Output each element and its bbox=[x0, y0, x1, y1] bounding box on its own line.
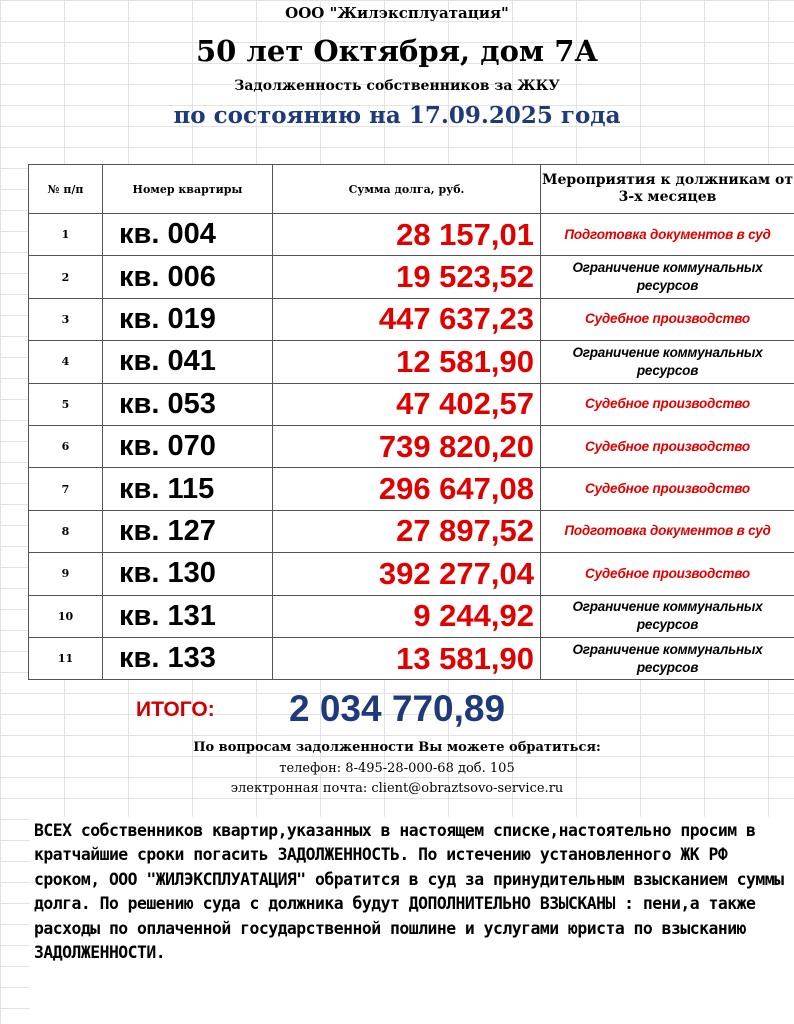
debt-amount: 739 820,20 bbox=[273, 425, 541, 467]
total-value: 2 034 770,89 bbox=[289, 688, 506, 729]
row-number: 9 bbox=[29, 553, 103, 595]
apartment-number: кв. 127 bbox=[103, 510, 273, 552]
contact-phone: телефон: 8-495-28-000-68 доб. 105 bbox=[279, 761, 515, 776]
apartment-number: кв. 070 bbox=[103, 425, 273, 467]
debt-action: Судебное производство bbox=[541, 553, 794, 595]
total-label: ИТОГО: bbox=[136, 698, 215, 721]
column-header-num: № п/п bbox=[29, 165, 103, 214]
document-subtitle: Задолженность собственников за ЖКУ bbox=[234, 78, 560, 94]
debt-amount: 296 647,08 bbox=[273, 468, 541, 510]
debt-amount: 9 244,92 bbox=[273, 595, 541, 637]
debt-amount: 12 581,90 bbox=[273, 341, 541, 383]
debt-action: Ограничение коммунальных ресурсов bbox=[541, 637, 794, 679]
debt-amount: 28 157,01 bbox=[273, 214, 541, 256]
table-row bbox=[29, 553, 794, 595]
debt-action: Ограничение коммунальных ресурсов bbox=[541, 595, 794, 637]
column-header-apartment: Номер квартиры bbox=[103, 165, 273, 214]
building-address: 50 лет Октября, дом 7А bbox=[195, 34, 598, 68]
column-header-amount: Сумма долга, руб. bbox=[273, 165, 541, 214]
column-header-action-text: Мероприятия к должникам от 3-х месяцев bbox=[541, 172, 794, 205]
apartment-number: кв. 115 bbox=[103, 468, 273, 510]
debt-amount: 447 637,23 bbox=[273, 298, 541, 340]
row-number: 7 bbox=[29, 468, 103, 510]
debt-action: Подготовка документов в суд bbox=[541, 510, 794, 552]
table-row bbox=[29, 468, 794, 510]
apartment-number: кв. 041 bbox=[103, 341, 273, 383]
apartment-number: кв. 133 bbox=[103, 637, 273, 679]
contact-intro: По вопросам задолженности Вы можете обратиться: bbox=[193, 740, 601, 755]
apartment-number: кв. 004 bbox=[103, 214, 273, 256]
row-number: 8 bbox=[29, 510, 103, 552]
debt-notice: ВСЕХ собственников квартир,указанных в настоящем списке,настоятельно просим в кратчайшие сроки погасить ЗАДОЛЖЕННОСТЬ. По истечению установленного ЖК РФ сроком, ООО "ЖИЛЭКСПЛУАТАЦИЯ" обратится в суд за принудительным взысканием суммы долга. По решению суда с должника будут ДОПОЛНИТЕЛЬНО ВЗЫСКАНЫ : пени,а также расходы по оплаченной государственной пошлине и услугами юриста по взысканию ЗАДОЛЖЕННОСТИ. bbox=[30, 817, 794, 1024]
debt-amount: 13 581,90 bbox=[273, 637, 541, 679]
debt-action: Судебное производство bbox=[541, 425, 794, 467]
debt-amount: 27 897,52 bbox=[273, 510, 541, 552]
table-row bbox=[29, 383, 794, 425]
organization-name: ООО "Жилэксплуатация" bbox=[285, 4, 509, 22]
table-row bbox=[29, 510, 794, 552]
row-number: 5 bbox=[29, 383, 103, 425]
debt-amount: 19 523,52 bbox=[273, 256, 541, 298]
apartment-number: кв. 006 bbox=[103, 256, 273, 298]
table-row bbox=[29, 341, 794, 383]
table-row bbox=[29, 298, 794, 340]
apartment-number: кв. 131 bbox=[103, 595, 273, 637]
row-number: 10 bbox=[29, 595, 103, 637]
row-number: 2 bbox=[29, 256, 103, 298]
table-row bbox=[29, 214, 794, 256]
table-row bbox=[29, 637, 794, 679]
table-row bbox=[29, 256, 794, 298]
row-number: 11 bbox=[29, 637, 103, 679]
apartment-number: кв. 019 bbox=[103, 298, 273, 340]
row-number: 6 bbox=[29, 425, 103, 467]
debt-action: Ограничение коммунальных ресурсов bbox=[541, 256, 794, 298]
table-row bbox=[29, 425, 794, 467]
as-of-date: по состоянию на 17.09.2025 года bbox=[173, 102, 621, 129]
debt-amount: 392 277,04 bbox=[273, 553, 541, 595]
row-number: 4 bbox=[29, 341, 103, 383]
contact-email: электронная почта: client@obraztsovo-service.ru bbox=[230, 781, 564, 796]
debt-action: Судебное производство bbox=[541, 468, 794, 510]
column-header-action bbox=[541, 165, 794, 214]
row-number: 3 bbox=[29, 298, 103, 340]
table-header-row bbox=[29, 165, 794, 214]
debt-amount: 47 402,57 bbox=[273, 383, 541, 425]
debt-action: Судебное производство bbox=[541, 298, 794, 340]
table-body bbox=[29, 214, 794, 680]
debt-action: Подготовка документов в суд bbox=[541, 214, 794, 256]
apartment-number: кв. 130 bbox=[103, 553, 273, 595]
debt-table bbox=[28, 164, 794, 680]
table-row bbox=[29, 595, 794, 637]
apartment-number: кв. 053 bbox=[103, 383, 273, 425]
debt-action: Ограничение коммунальных ресурсов bbox=[541, 341, 794, 383]
debt-action: Судебное производство bbox=[541, 383, 794, 425]
row-number: 1 bbox=[29, 214, 103, 256]
